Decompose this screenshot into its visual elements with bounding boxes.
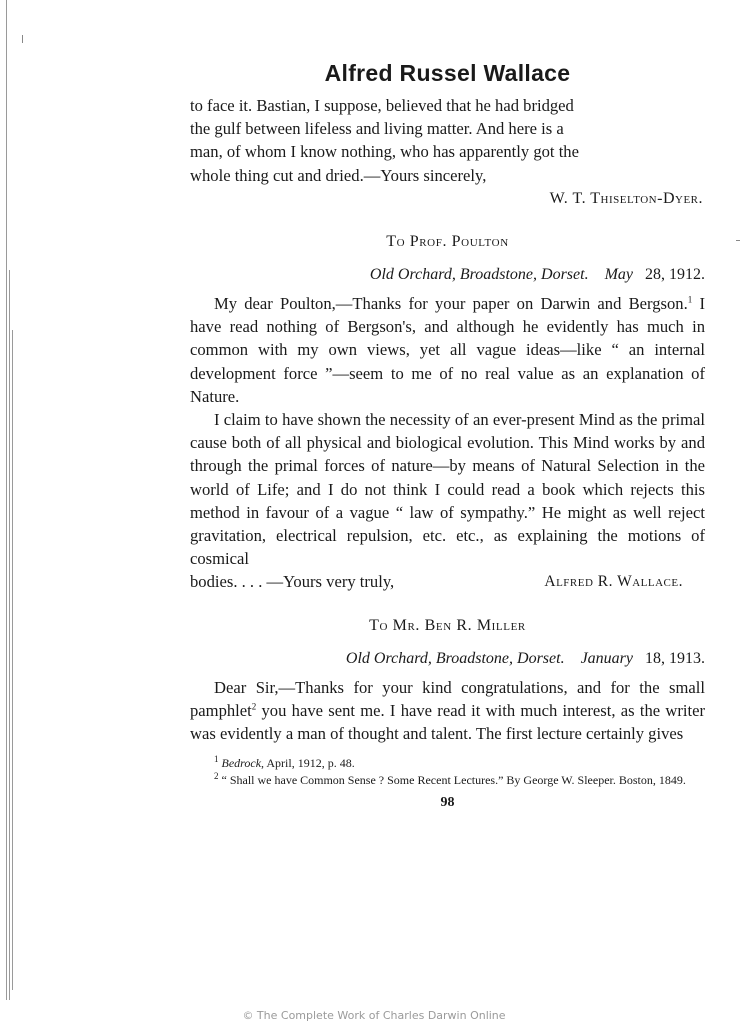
addressee-heading: To Prof. Poulton [386,233,509,251]
binding-line [12,330,13,990]
dateline-date: 28, 1912. [645,266,705,284]
text-line: man, of whom I know nothing, who has apparently got the [190,142,579,162]
paragraph-text: bodies. . . . —Yours very truly, [190,572,395,592]
paragraph [190,676,705,746]
paragraph-text: you have sent me. I have read it with much interest, as the writer was evidently a man of thought and talent. The first lecture certainly gives [190,700,705,744]
text-line: whole thing cut and dried.—Yours sincerely, [190,165,487,185]
footnote-ref: 2 [251,701,257,712]
dateline [190,647,705,670]
footnote-text: “ Shall we have Common Sense ? Some Recent Lectures.” By George W. Sleeper. Boston, 1849. [221,773,686,788]
dateline-month: May [604,266,633,284]
dateline-date: 18, 1913. [645,649,705,667]
footnotes [190,755,705,789]
binding-line [6,0,7,1000]
paragraph-last-line [190,570,705,593]
letter-2 [190,230,705,594]
copyright-notice: © The Complete Work of Charles Darwin Online [242,1009,506,1022]
footnote-title: Bedrock [221,756,262,771]
text-line: to face it. Bastian, I suppose, believed that he had bridged [190,96,574,115]
binding-line [9,270,10,1000]
footnote-ref: 1 [687,294,693,305]
footnote-1 [190,755,705,772]
text-line: the gulf between lifeless and living matter. And here is a [190,119,564,139]
footnote-2 [190,772,705,789]
dateline-month: January [580,649,633,667]
paragraph: I claim to have shown the necessity of an ever-present Mind as the primal cause both of all physical and biological evolution. This Mind works by and through the primal forces of nature—by means of Natural Selection in the world of Life; and I do not think I could read a book which rejects this method in favour of a vague “ law of sympathy.” He might as well reject gravitation, electrical repulsion, etc. etc., as explaining the motions of cosmical [190,410,705,569]
footnote-text: , April, 1912, p. 48. [261,756,355,771]
letter-3 [190,614,705,746]
page-number: 98 [440,795,455,811]
dateline-place: Old Orchard, Broadstone, Dorset. [369,266,589,284]
signature: Alfred R. Wallace. [544,573,683,591]
addressee-heading: To Mr. Ben R. Miller [369,616,526,634]
running-head: Alfred Russel Wallace [324,60,571,86]
scan-mark [22,35,23,43]
paragraph-text: Dear Sir,—Thanks for your kind congratulations, and for the small pamphlet [190,677,705,720]
paragraph-text: My dear Poulton,—Thanks for your paper on Darwin and Bergson. [214,294,688,314]
dateline [190,263,705,286]
letter-1 [190,94,705,210]
dateline-place: Old Orchard, Broadstone, Dorset. [345,649,565,667]
footnote-mark: 2 [214,771,219,782]
signature: W. T. Thiselton-Dyer. [549,189,703,207]
scan-mark [736,240,740,241]
footnote-mark: 1 [214,754,219,765]
paragraph-text: I have read nothing of Bergson's, and although he evidently has much in common with my own views, yet all vague ideas—like “ an internal development force ”—seem to me of no real value as an explanation of Nature. [190,294,705,406]
book-page [190,58,705,811]
paragraph [190,292,705,408]
